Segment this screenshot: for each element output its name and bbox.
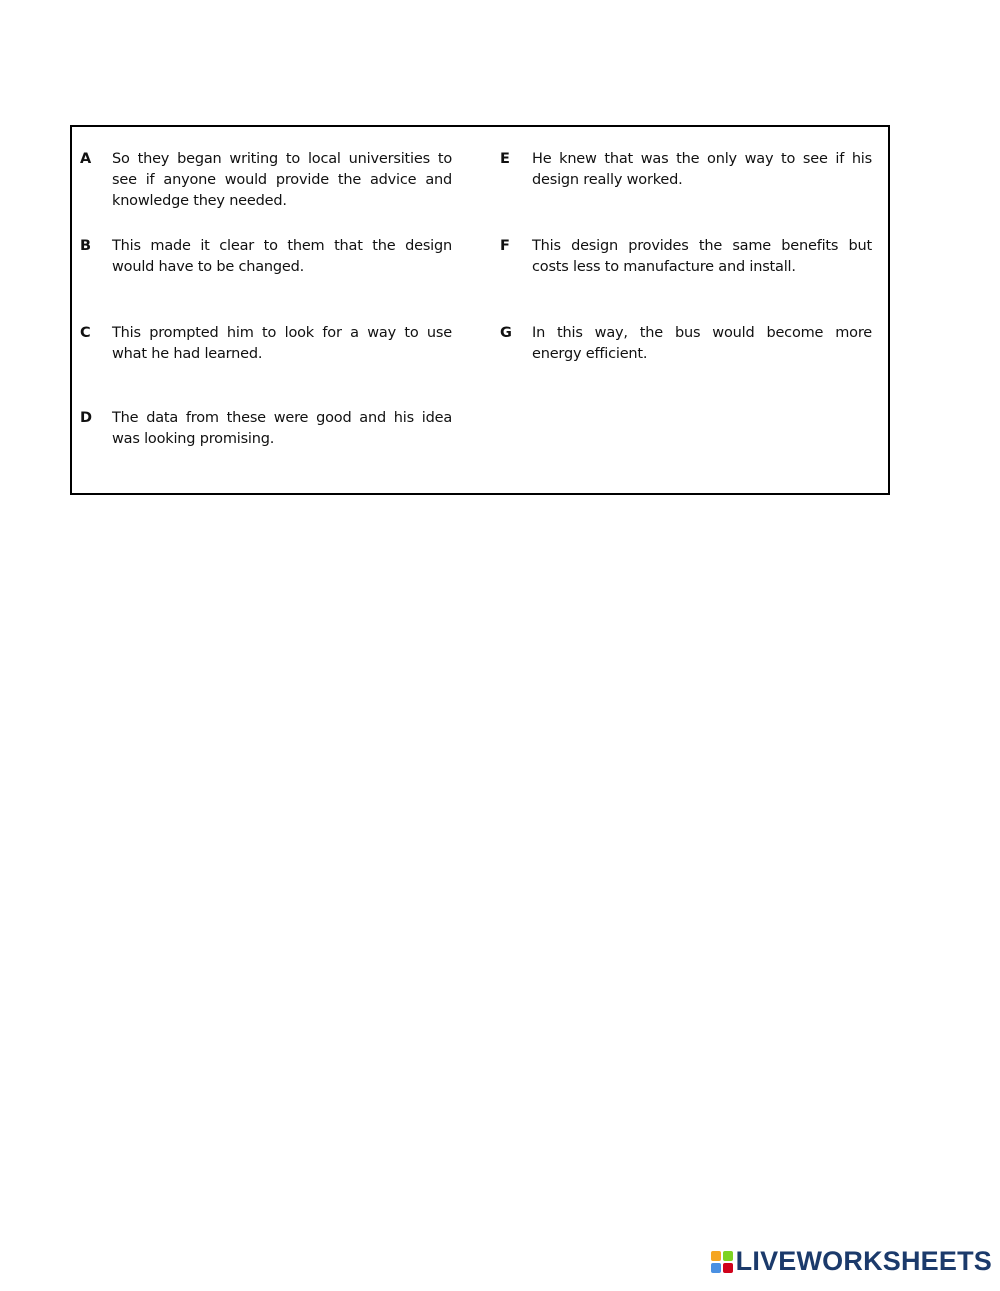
logo-mark-icon bbox=[711, 1251, 733, 1273]
option-f bbox=[492, 236, 872, 278]
option-letter: F bbox=[500, 238, 510, 254]
options-box bbox=[70, 125, 890, 495]
option-text: So they began writing to local universities to see if anyone would provide the advice and knowledge they needed. bbox=[112, 151, 452, 209]
option-c bbox=[72, 323, 452, 365]
option-b bbox=[72, 236, 452, 278]
option-text: In this way, the bus would become more energy efficient. bbox=[532, 325, 872, 362]
logo-tile bbox=[723, 1263, 733, 1273]
option-text: This prompted him to look for a way to use what he had learned. bbox=[112, 325, 452, 362]
logo-tile bbox=[711, 1263, 721, 1273]
liveworksheets-logo[interactable] bbox=[711, 1246, 992, 1277]
logo-tile bbox=[723, 1251, 733, 1261]
option-letter: B bbox=[80, 238, 92, 254]
option-letter: G bbox=[500, 325, 512, 341]
logo-tile bbox=[711, 1251, 721, 1261]
option-text: This design provides the same benefits but costs less to manufacture and install. bbox=[532, 238, 872, 275]
option-letter: D bbox=[80, 410, 93, 426]
logo-text: LIVEWORKSHEETS bbox=[735, 1246, 992, 1276]
option-text: The data from these were good and his idea was looking promising. bbox=[112, 410, 452, 447]
option-g bbox=[492, 323, 872, 365]
option-e bbox=[492, 149, 872, 191]
option-letter: A bbox=[80, 151, 92, 167]
option-letter: E bbox=[500, 151, 510, 167]
option-a bbox=[72, 149, 452, 212]
option-text: He knew that was the only way to see if his design really worked. bbox=[532, 151, 872, 188]
option-d bbox=[72, 408, 452, 450]
option-letter: C bbox=[80, 325, 91, 341]
option-text: This made it clear to them that the design would have to be changed. bbox=[112, 238, 452, 275]
